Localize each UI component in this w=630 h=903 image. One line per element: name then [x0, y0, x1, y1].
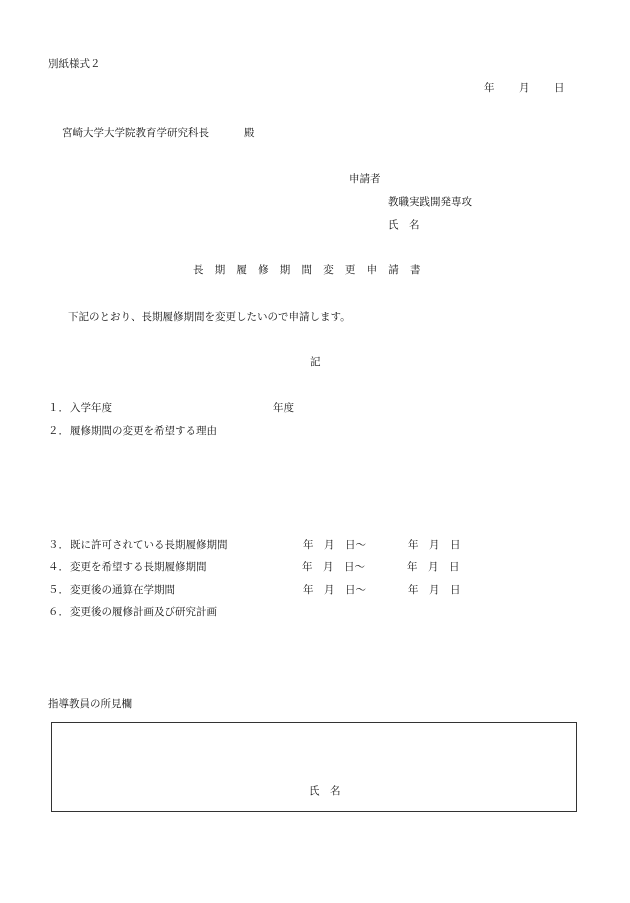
period-from: 年 月 日～ — [303, 539, 366, 551]
item-label: 履修期間の変更を希望する理由 — [70, 425, 217, 437]
advisor-comment-box[interactable] — [51, 722, 577, 812]
advisor-section-label: 指導教員の所見欄 — [48, 698, 132, 710]
addressee-honorific: 殿 — [244, 127, 255, 139]
item-label: 変更後の通算在学期間 — [70, 584, 175, 596]
applicant-label: 申請者 — [349, 173, 381, 185]
period-from: 年 月 日～ — [302, 561, 365, 573]
period-to: 年 月 日 — [407, 561, 460, 573]
item-label: 既に許可されている長期履修期間 — [70, 539, 228, 551]
item-label: 変更を希望する長期履修期間 — [70, 561, 207, 573]
applicant-name-label: 氏 名 — [388, 219, 420, 231]
item-number: １． — [48, 402, 69, 414]
date-year: 年 — [484, 82, 495, 94]
item-number: ５． — [48, 584, 69, 596]
note-mark: 記 — [310, 356, 321, 368]
advisor-name-label: 氏 名 — [309, 785, 341, 797]
item-label: 変更後の履修計画及び研究計画 — [70, 606, 217, 618]
item-number: ４． — [48, 561, 69, 573]
period-from: 年 月 日～ — [303, 584, 366, 596]
intro-text: 下記のとおり、長期履修期間を変更したいので申請します。 — [68, 311, 351, 323]
date-month: 月 — [519, 82, 530, 94]
item-number: ３． — [48, 539, 69, 551]
applicant-department: 教職実践開発専攻 — [388, 196, 472, 208]
period-to: 年 月 日 — [408, 539, 461, 551]
item-value: 年度 — [273, 402, 294, 414]
item-number: ２． — [48, 425, 69, 437]
period-to: 年 月 日 — [408, 584, 461, 596]
date-day: 日 — [554, 82, 565, 94]
addressee-name: 宮崎大学大学院教育学研究科長 — [62, 127, 209, 139]
item-number: ６． — [48, 606, 69, 618]
form-number: 別紙様式２ — [48, 58, 101, 70]
document-title: 長期履修期間変更申請書 — [193, 264, 432, 276]
item-label: 入学年度 — [70, 402, 112, 414]
